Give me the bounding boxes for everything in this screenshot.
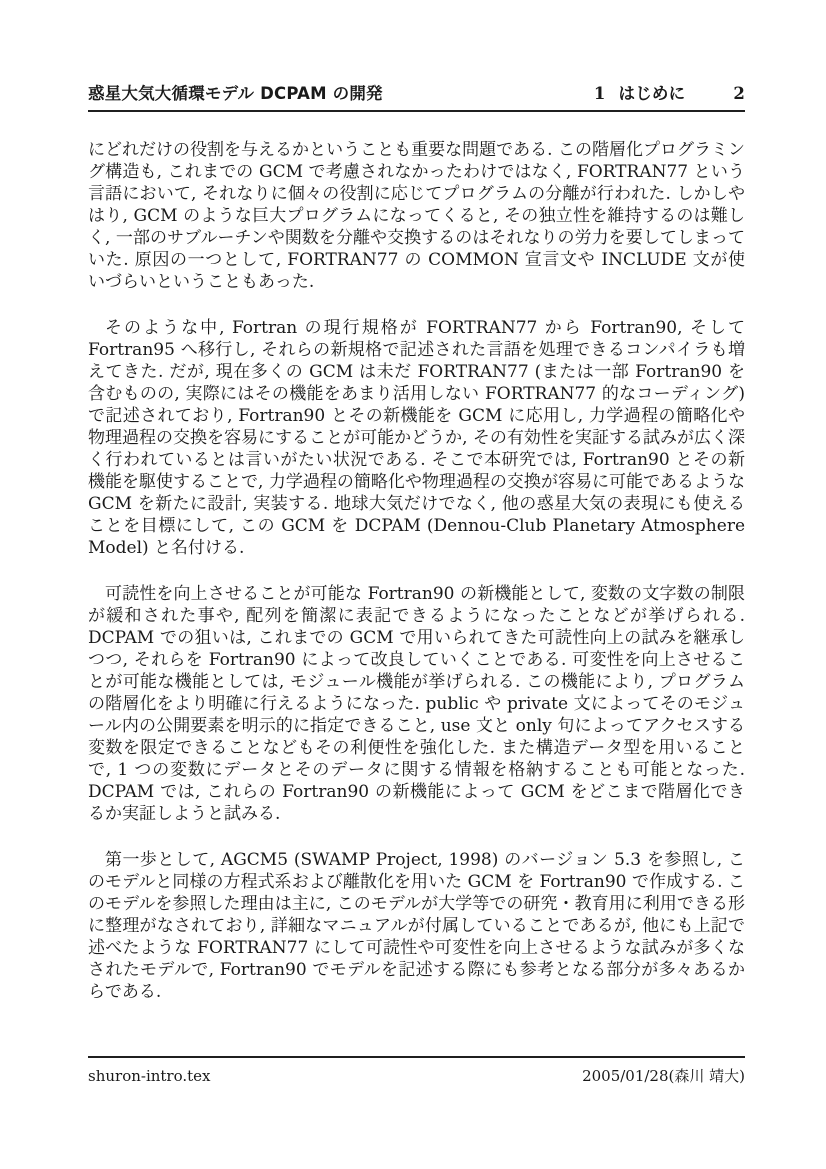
body-paragraph-4: 第一歩として, AGCM5 (SWAMP Project, 1998) のバージョン 5.3 を参照し, このモデルと同様の方程式系および離散化を用いた GCM を Fortran90 で作成する. このモデルを参照した理由は主に, このモデルが大学等での研究・教育用に利用できる形に整理がなされており, 詳細なマニュアルが付属していることであるが, 他にも上記で述べたような FORTRAN77 にして可読性や可変性を向上させるような試みが多くなされたモデルで, Fortran90 でモデルを記述する際にも参考となる部分が多々あるからである. xyxy=(88,850,745,1002)
header-section-title: はじめに xyxy=(618,84,686,103)
body-text xyxy=(88,139,745,1003)
header-section-number: 1 xyxy=(593,84,606,103)
header-document-title: 惑星大気大循環モデル DCPAM の開発 xyxy=(88,84,383,103)
body-paragraph-1: にどれだけの役割を与えるかということも重要な問題である. この階層化プログラミング構造も, これまでの GCM で考慮されなかったわけではなく, FORTRAN77 という言語において, それなりに個々の役割に応じてプログラムの分離が行われた. しかしやはり, GCM のような巨大プログラムになってくると, その独立性を維持するのは難しく, 一部のサブルーチンや関数を分離や交換するのはそれなりの労力を要してしまっていた. 原因の一つとして, FORTRAN77 の COMMON 宣言文や INCLUDE 文が使いづらいということもあった. xyxy=(88,140,745,292)
footer-date-author: 2005/01/28(森川 靖大) xyxy=(582,1066,745,1085)
body-paragraph-3: 可読性を向上させることが可能な Fortran90 の新機能として, 変数の文字数の制限が緩和された事や, 配列を簡潔に表記できるようになったことなどが挙げられる. DCPAM での狙いは, これまでの GCM で用いられてきた可読性向上の試みを継承しつつ, それらを Fortran90 によって改良していくことである. 可変性を向上させることが可能な機能としては, モジュール機能が挙げられる. この機能により, プログラムの階層化をより明確に行えるようになった. public や private 文によってそのモジュール内の公開要素を明示的に指定できること, use 文と only 句によってアクセスする変数を限定できることなどもその利便性を強化した. また構造データ型を用いることで, 1 つの変数にデータとそのデータに関する情報を格納することも可能となった. DCPAM では, これらの Fortran90 の新機能によって GCM をどこまで階層化できるか実証しようと試みる. xyxy=(88,584,745,824)
header-section-info xyxy=(594,84,745,104)
running-footer xyxy=(88,1056,745,1085)
body-paragraph-2: そのような中, Fortran の現行規格が FORTRAN77 から Fortran90, そして Fortran95 へ移行し, それらの新規格で記述された言語を処理できるコンパイラも増えてきた. だが, 現在多くの GCM は未だ FORTRAN77 (または一部 Fortran90 を含むものの, 実際にはその機能をあまり活用しない FORTRAN77 的なコーディング) で記述されており, Fortran90 とその新機能を GCM に応用し, 力学過程の簡略化や物理過程の交換を容易にすることが可能かどうか, その有効性を実証する試みが広く深く行われているとは言いがたい状況である. そこで本研究では, Fortran90 とその新機能を駆使することで, 力学過程の簡略化や物理過程の交換が容易に可能であるような GCM を新たに設計, 実装する. 地球大気だけでなく, 他の惑星大気の表現にも使えることを目標にして, この GCM を DCPAM (Dennou-Club Planetary Atmosphere Model) と名付ける. xyxy=(88,318,745,558)
running-header xyxy=(88,84,745,112)
header-page-number: 2 xyxy=(733,84,745,103)
header-rule xyxy=(88,110,745,112)
footer-filename: shuron-intro.tex xyxy=(88,1066,211,1085)
footer-rule xyxy=(88,1056,745,1058)
